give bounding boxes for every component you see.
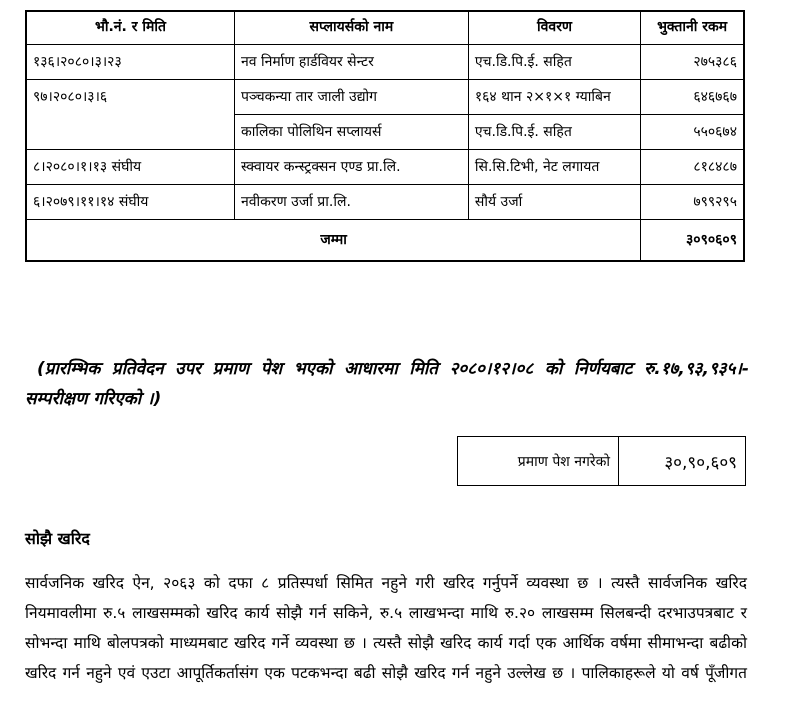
summary-row xyxy=(458,437,746,486)
cell-supplier: पञ्चकन्या तार जाली उद्योग xyxy=(234,80,468,115)
cell-description: सौर्य उर्जा xyxy=(468,185,640,220)
cell-amount: ५५०६७४ xyxy=(641,115,744,150)
audit-note xyxy=(25,354,749,414)
total-value: ३०९०६०९ xyxy=(641,220,744,262)
summary-table xyxy=(457,436,746,486)
purchase-table xyxy=(25,10,745,262)
header-payment-amount: भुक्तानी रकम xyxy=(641,11,744,45)
cell-description: सि.सि.टिभी, नेट लगायत xyxy=(468,150,640,185)
cell-amount: २७५३८६ xyxy=(641,45,744,80)
table-row xyxy=(26,185,744,220)
cell-description: एच.डि.पि.ई. सहित xyxy=(468,115,640,150)
header-voucher-date: भौ.नं. र मिति xyxy=(26,11,234,45)
cell-amount: ८१८४८७ xyxy=(641,150,744,185)
table-row xyxy=(26,80,744,115)
cell-amount: ७९९२९५ xyxy=(641,185,744,220)
cell-description: १६४ थान २×१×१ ग्याबिन xyxy=(468,80,640,115)
total-row xyxy=(26,220,744,262)
cell-description: एच.डि.पि.ई. सहित xyxy=(468,45,640,80)
cell-supplier: कालिका पोलिथिन सप्लायर्स xyxy=(234,115,468,150)
header-description: विवरण xyxy=(468,11,640,45)
total-label: जम्मा xyxy=(26,220,641,262)
table-row xyxy=(26,150,744,185)
section-heading: सोझै खरिद xyxy=(25,529,90,548)
summary-label: प्रमाण पेश नगरेको xyxy=(458,437,619,486)
cell-voucher: १३६।२०८०।३।२३ xyxy=(26,45,234,80)
header-supplier-name: सप्लायर्सको नाम xyxy=(234,11,468,45)
table-header-row xyxy=(26,11,744,45)
cell-voucher: ९७।२०८०।३।६ xyxy=(26,80,234,150)
section-body xyxy=(25,568,747,688)
cell-supplier: नव निर्माण हार्डवियर सेन्टर xyxy=(234,45,468,80)
cell-supplier: नवीकरण उर्जा प्रा.लि. xyxy=(234,185,468,220)
summary-value: ३०,९०,६०९ xyxy=(619,437,746,486)
cell-amount: ६४६७६७ xyxy=(641,80,744,115)
cell-supplier: स्क्वायर कन्स्ट्रक्सन एण्ड प्रा.लि. xyxy=(234,150,468,185)
table-row xyxy=(26,45,744,80)
cell-voucher: ६।२०७९।११।१४ संघीय xyxy=(26,185,234,220)
audit-note-text: (प्रारम्भिक प्रतिवेदन उपर प्रमाण पेश भएको आधारमा मिति २०८०।१२।०८ को निर्णयबाट रु.१७,९३,९३५।- सम्परीक्षण गरिएको ।) xyxy=(25,359,749,409)
body-paragraph: सार्वजनिक खरिद ऐन, २०६३ को दफा ८ प्रतिस्पर्धा सिमित नहुने गरी खरिद गर्नुपर्ने व्यवस्था छ । त्यस्तै सार्वजनिक खरिद नियमावलीमा रु.५ लाखसम्मको खरिद कार्य सोझै गर्न सकिने, रु.५ लाखभन्दा माथि रु.२० लाखसम्म सिलबन्दी दरभाउपत्रबाट र सोभन्दा माथि बोलपत्रको माध्यमबाट खरिद गर्ने व्यवस्था छ । त्यस्तै सोझै खरिद कार्य गर्दा एक आर्थिक वर्षमा सीमाभन्दा बढीको खरिद गर्न नहुने एवं एउटा आपूर्तिकर्तासंग एक पटकभन्दा बढी सोझै खरिद गर्न नहुने उल्लेख छ । पालिकाहरूले यो वर्ष पूँजीगत xyxy=(25,574,747,682)
cell-voucher: ८।२०८०।१।१३ संघीय xyxy=(26,150,234,185)
